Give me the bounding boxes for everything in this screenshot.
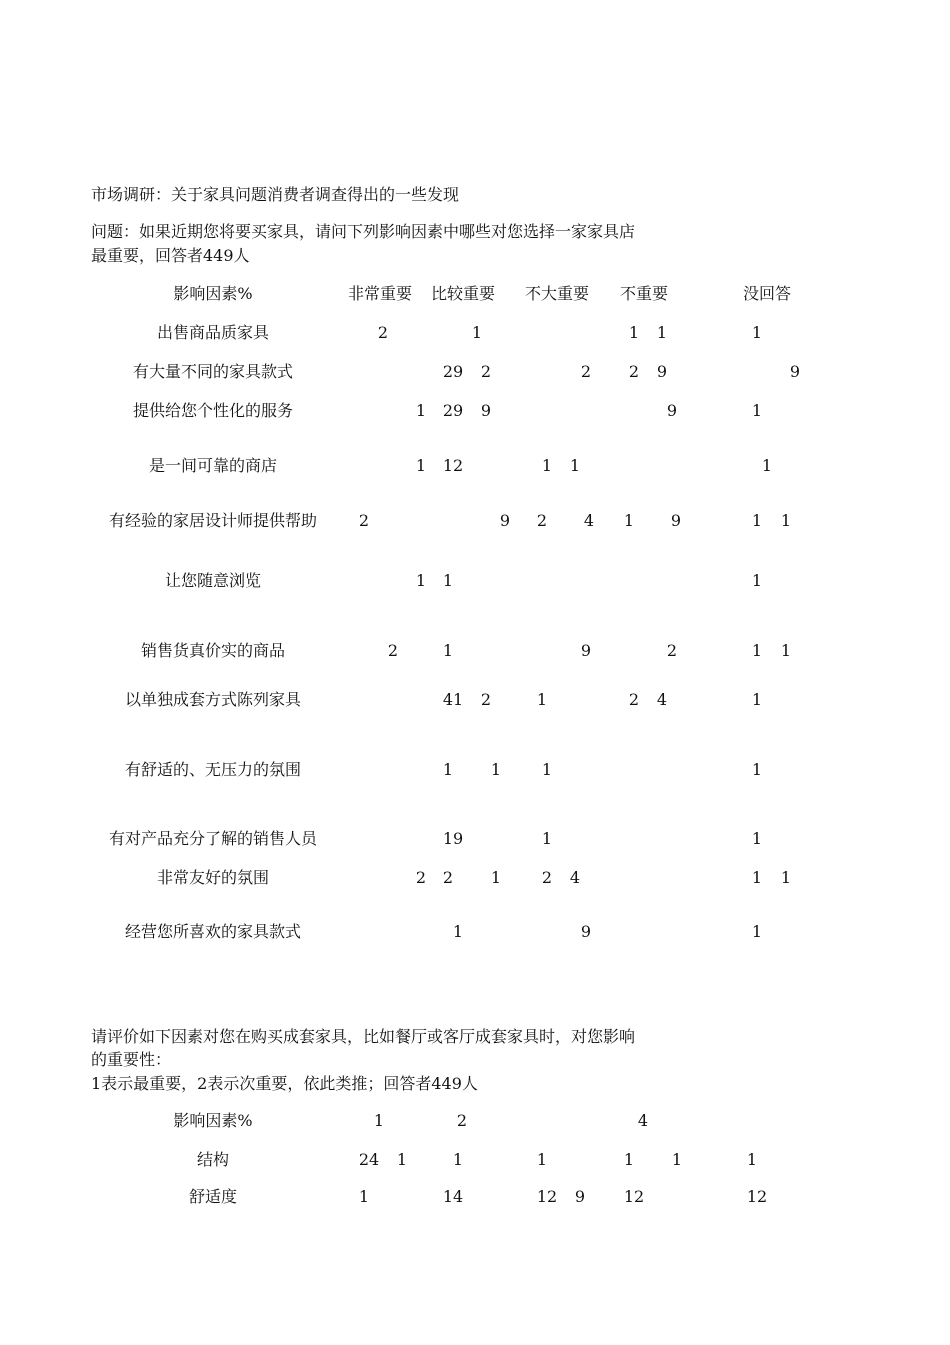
row-value: 9 — [656, 362, 668, 381]
table-1-header-not-very-important: 不大重要 — [524, 284, 590, 303]
row-value: 1 — [490, 868, 502, 887]
row-value: 2 — [358, 511, 370, 530]
question-2-line-1: 请评价如下因素对您在购买成套家具，比如餐厅或客厅成套家具时，对您影响 — [91, 1027, 636, 1046]
row-value: 1 — [415, 401, 427, 420]
row-value: 2 — [480, 690, 492, 709]
row-value: 2 — [628, 690, 640, 709]
row-value: 2 — [580, 362, 592, 381]
row-factor-label: 经营您所喜欢的家具款式 — [124, 922, 301, 941]
row-value: 9 — [789, 362, 801, 381]
row-value: 4 — [656, 690, 668, 709]
row-value: 1 — [761, 456, 773, 475]
page-title: 市场调研：关于家具问题消费者调查得出的一些发现 — [91, 185, 460, 204]
row-factor-label: 非常友好的氛围 — [156, 868, 269, 887]
row-value: 1 — [415, 456, 427, 475]
table-2-header-rank-2: 2 — [456, 1111, 468, 1130]
row-value: 9 — [666, 401, 678, 420]
row-value: 2 — [442, 868, 454, 887]
row-value: 41 — [442, 690, 464, 709]
table-2-header-rank-1: 1 — [373, 1111, 385, 1130]
row-value: 1 — [490, 760, 502, 779]
row-value: 9 — [499, 511, 511, 530]
row-value: 1 — [751, 922, 763, 941]
row-value: 1 — [751, 401, 763, 420]
row-factor-label: 有大量不同的家具款式 — [132, 362, 293, 381]
row-value: 1 — [536, 1150, 548, 1169]
row-value: 1 — [656, 323, 668, 342]
row-value: 9 — [580, 641, 592, 660]
row-value: 29 — [442, 401, 464, 420]
row-value: 2 — [415, 868, 427, 887]
row-value: 9 — [480, 401, 492, 420]
row-factor-label: 让您随意浏览 — [164, 571, 261, 590]
question-2-line-2: 的重要性： — [91, 1050, 172, 1069]
row-value: 1 — [751, 511, 763, 530]
row-factor-label: 出售商品质家具 — [156, 323, 269, 342]
row-value: 1 — [751, 760, 763, 779]
question-1-line-2: 最重要，回答者449人 — [91, 246, 250, 265]
row-value: 2 — [541, 868, 553, 887]
row-factor-label: 舒适度 — [188, 1187, 237, 1206]
row-value: 1 — [442, 760, 454, 779]
row-value: 1 — [780, 641, 792, 660]
row-factor-label: 有舒适的、无压力的氛围 — [124, 760, 301, 779]
row-factor-label: 销售货真价实的商品 — [140, 641, 285, 660]
row-value: 29 — [442, 362, 464, 381]
table-1-header-very-important: 非常重要 — [347, 284, 413, 303]
table-2-header-factor: 影响因素% — [173, 1111, 253, 1130]
row-value: 9 — [670, 511, 682, 530]
row-value: 1 — [751, 829, 763, 848]
row-value: 19 — [442, 829, 464, 848]
row-value: 2 — [387, 641, 399, 660]
row-value: 2 — [480, 362, 492, 381]
row-value: 9 — [580, 922, 592, 941]
row-value: 1 — [751, 641, 763, 660]
row-value: 2 — [536, 511, 548, 530]
row-value: 12 — [442, 456, 464, 475]
table-1-header-not-important: 不重要 — [619, 284, 669, 303]
row-value: 1 — [541, 829, 553, 848]
row-value: 1 — [671, 1150, 683, 1169]
row-value: 1 — [780, 511, 792, 530]
row-value: 1 — [780, 868, 792, 887]
row-value: 1 — [751, 323, 763, 342]
row-value: 1 — [452, 922, 464, 941]
row-factor-label: 以单独成套方式陈列家具 — [124, 690, 301, 709]
table-2-header-rank-4: 4 — [637, 1111, 649, 1130]
table-1-header-factor: 影响因素% — [173, 284, 253, 303]
question-2-line-3: 1表示最重要，2表示次重要，依此类推；回答者449人 — [91, 1074, 478, 1093]
row-value: 2 — [377, 323, 389, 342]
row-value: 1 — [452, 1150, 464, 1169]
row-value: 1 — [415, 571, 427, 590]
row-value: 1 — [623, 511, 635, 530]
question-1-line-1: 问题：如果近期您将要买家具，请问下列影响因素中哪些对您选择一家家具店 — [91, 222, 636, 241]
row-value: 1 — [442, 641, 454, 660]
row-value: 12 — [623, 1187, 645, 1206]
row-value: 14 — [442, 1187, 464, 1206]
row-value: 1 — [628, 323, 640, 342]
table-1-header-no-answer: 没回答 — [742, 284, 792, 303]
row-value: 12 — [746, 1187, 768, 1206]
row-value: 1 — [623, 1150, 635, 1169]
row-value: 1 — [569, 456, 581, 475]
row-value: 1 — [751, 571, 763, 590]
row-factor-label: 结构 — [196, 1150, 229, 1169]
table-1-header-fairly-important: 比较重要 — [430, 284, 496, 303]
row-value: 1 — [541, 456, 553, 475]
row-value: 1 — [442, 571, 454, 590]
row-value: 12 — [536, 1187, 558, 1206]
row-value: 1 — [358, 1187, 370, 1206]
row-value: 1 — [751, 690, 763, 709]
row-value: 1 — [541, 760, 553, 779]
row-value: 9 — [574, 1187, 586, 1206]
row-value: 4 — [583, 511, 595, 530]
row-factor-label: 有经验的家居设计师提供帮助 — [108, 511, 317, 530]
row-value: 4 — [569, 868, 581, 887]
row-value: 1 — [396, 1150, 408, 1169]
row-value: 24 — [358, 1150, 380, 1169]
row-value: 1 — [751, 868, 763, 887]
row-value: 1 — [746, 1150, 758, 1169]
row-value: 2 — [628, 362, 640, 381]
row-factor-label: 提供给您个性化的服务 — [132, 401, 293, 420]
row-value: 2 — [666, 641, 678, 660]
row-value: 1 — [536, 690, 548, 709]
row-factor-label: 是一间可靠的商店 — [148, 456, 277, 475]
row-factor-label: 有对产品充分了解的销售人员 — [108, 829, 317, 848]
row-value: 1 — [471, 323, 483, 342]
